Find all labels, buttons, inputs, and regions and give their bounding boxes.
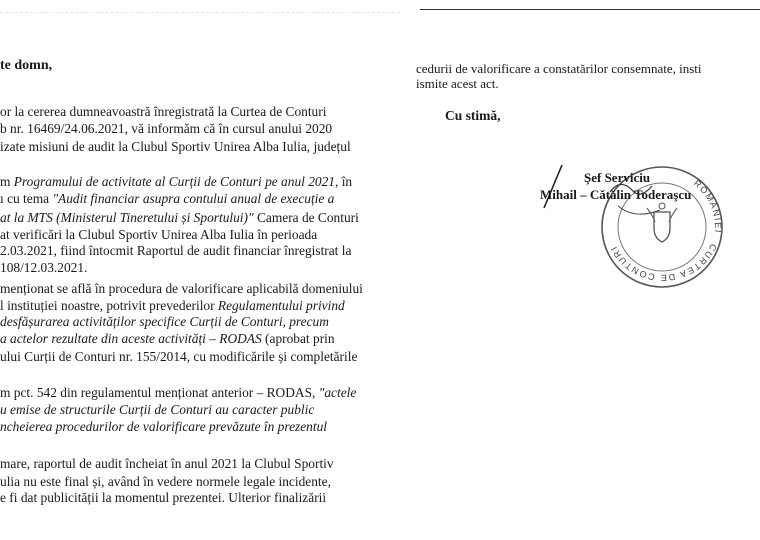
left-line: ului Curții de Conturi nr. 155/2014, cu modificările și completările <box>0 349 358 364</box>
left-line: at verificări la Clubul Sportiv Unirea Alba Iulia în perioada <box>0 227 318 242</box>
left-line: ulia nu este final și, având în vedere normele legale incidente, <box>0 474 331 489</box>
italic-segment: u emise de structurile Curții de Conturi au caracter public <box>0 402 315 417</box>
left-line <box>0 402 314 418</box>
left-line: or la cererea dumneavoastră înregistrată la Curtea de Conturi <box>0 104 327 119</box>
right-text-area <box>412 0 760 540</box>
left-line <box>0 314 329 330</box>
svg-text:ROMÂNIEI <box>692 178 723 234</box>
signature-name: Mihail – Cătălin Toderaşcu <box>540 187 692 202</box>
text-segment: l instituției noastre, potrivit prevederilor <box>0 298 218 313</box>
text-segment: m <box>0 174 14 189</box>
text-segment: , în <box>335 174 353 189</box>
left-line <box>0 385 356 401</box>
right-line-1: cedurii de valorificare a constatărilor consemnate, insti <box>416 61 702 76</box>
closing: Cu stimă, <box>445 108 501 123</box>
left-line: mare, raportul de audit încheiat în anul 2021 la Clubul Sportiv <box>0 456 334 471</box>
italic-segment: Programului de activitate al Curții de Conturi pe anul 2021 <box>13 174 335 189</box>
italic-segment: ncheierea procedurilor de valorificare prevăzute în prezentul <box>0 419 327 434</box>
left-line: b nr. 16469/24.06.2021, vă informăm că în cursul anului 2020 <box>0 121 333 136</box>
left-line: e fi dat publicității la momentul prezentei. Ulterior finalizării <box>0 490 327 505</box>
stamp-text-top: ROMÂNIEI <box>691 177 724 235</box>
left-line: 108/12.03.2021. <box>0 260 88 275</box>
left-line <box>0 331 335 347</box>
italic-segment: desfășurarea activităților specifice Curții de Conturi, precum <box>0 314 329 329</box>
text-segment: ı cu tema <box>0 191 53 206</box>
svg-text:CURTEA DE CONTURI <box>608 242 719 283</box>
right-page <box>412 0 760 540</box>
italic-segment: a actelor rezultate din aceste activități – RODAS <box>0 331 262 346</box>
left-line: izate misiuni de audit la Clubul Sportiv Unirea Alba Iulia, județul <box>0 139 351 154</box>
signature-title: Şef Serviciu <box>584 170 651 185</box>
text-segment: (aprobat prin <box>261 331 335 346</box>
italic-segment: "Audit financiar asupra contului anual de execuție a <box>52 191 335 206</box>
text-segment: m pct. 542 din regulamentul menționat anterior – RODAS, <box>0 385 319 400</box>
left-line <box>0 174 352 190</box>
left-line <box>0 191 334 207</box>
left-line <box>0 419 327 435</box>
italic-segment: "actele <box>318 385 357 400</box>
italic-segment: at la MTS (Ministerul Tineretului și Sportului)" <box>0 210 254 225</box>
stamp-text-bottom: CURTEA DE CONTURI <box>608 242 719 283</box>
left-line: menționat se află în procedura de valorificare aplicabilă domeniului <box>0 281 363 296</box>
right-line-2: ismite acest act. <box>416 76 499 91</box>
left-line <box>0 298 345 314</box>
left-line: 2.03.2021, fiind întocmit Raportul de audit financiar înregistrat la <box>0 243 352 258</box>
left-line <box>0 210 359 226</box>
text-segment: Camera de Conturi <box>253 210 359 225</box>
italic-segment: Regulamentului privind <box>217 298 345 313</box>
salutation: te domn, <box>0 58 53 73</box>
